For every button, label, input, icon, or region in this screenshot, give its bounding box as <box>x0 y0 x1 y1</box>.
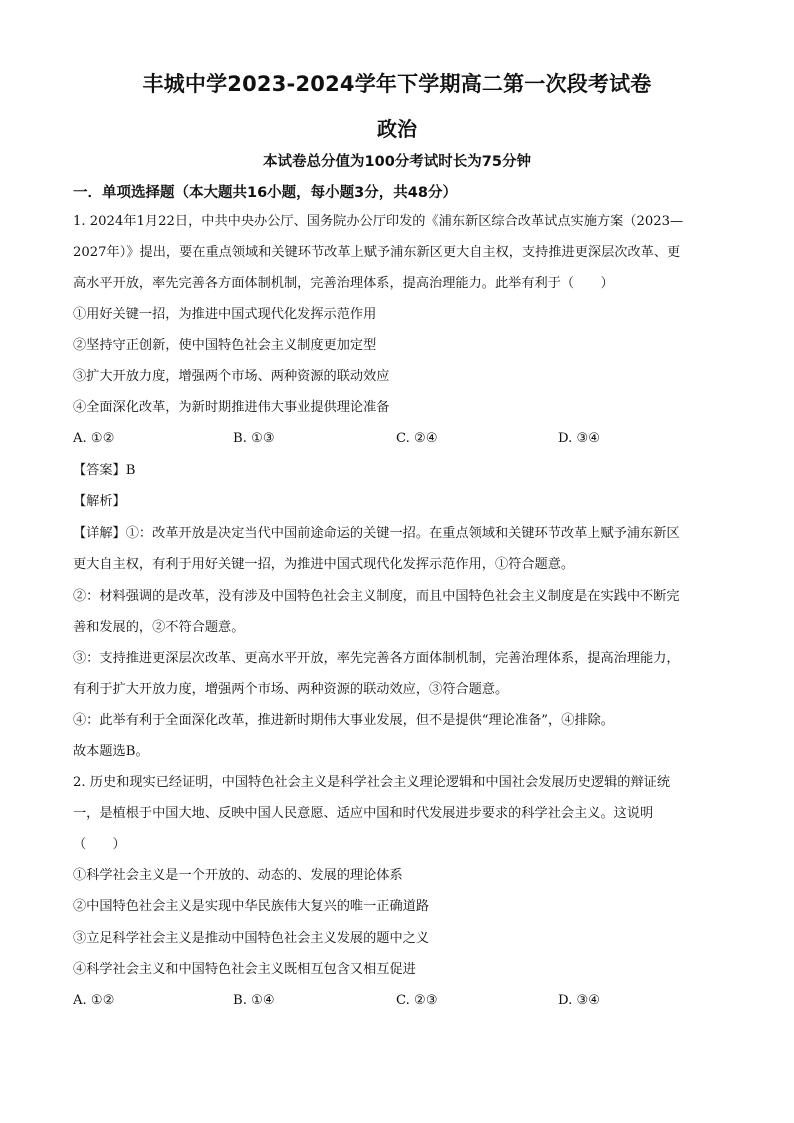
q2-stem-line-2: 一，是植根于中国大地、反映中国人民意愿、适应中国和时代发展进步要求的科学社会主义。这说明 <box>73 806 654 821</box>
q2-stem-line-1: 2. 历史和现实已经证明，中国特色社会主义是科学社会主义理论逻辑和中国社会发展历史逻辑的辩证统 <box>73 775 671 790</box>
q1-answer: 【答案】B <box>73 463 136 478</box>
q1-analysis-line-7: ④：此举有利于全面深化改革，推进新时期伟大事业发展，但不是提供“理论准备”，④排除。 <box>73 713 614 728</box>
q2-option-b: B. ①④ <box>233 993 275 1008</box>
q2-item-3: ③立足科学社会主义是推动中国特色社会主义发展的题中之义 <box>73 931 430 946</box>
q1-analysis-line-6: 有利于扩大开放力度，增强两个市场、两种资源的联动效应，③符合题意。 <box>73 682 509 697</box>
q1-item-4: ④全面深化改革，为新时期推进伟大事业提供理论准备 <box>73 400 390 415</box>
q1-stem-line-3: 高水平开放，率先完善各方面体制机制，完善治理体系，提高治理能力。此举有利于（ ） <box>73 276 614 291</box>
q1-option-d: D. ③④ <box>558 431 601 446</box>
q1-option-c: C. ②④ <box>396 431 438 446</box>
q2-item-1: ①科学社会主义是一个开放的、动态的、发展的理论体系 <box>73 868 403 883</box>
q1-analysis-line-3: ②：材料强调的是改革，没有涉及中国特色社会主义制度，而且中国特色社会主义制度是在实践中不断完 <box>73 589 680 604</box>
q1-item-1: ①用好关键一招，为推进中国式现代化发挥示范作用 <box>73 307 377 322</box>
q1-item-3: ③扩大开放力度，增强两个市场、两种资源的联动效应 <box>73 369 390 384</box>
q2-option-a: A. ①② <box>73 993 115 1008</box>
q1-analysis-line-5: ③：支持推进更深层次改革、更高水平开放，率先完善各方面体制机制，完善治理体系，提高治理能力， <box>73 651 680 666</box>
exam-title: 丰城中学2023-2024学年下学期高二第一次段考试卷 <box>142 72 652 96</box>
subject-title: 政治 <box>377 117 417 141</box>
q1-option-a: A. ①② <box>73 431 115 446</box>
q2-item-4: ④科学社会主义和中国特色社会主义既相互包含又相互促进 <box>73 962 416 977</box>
q1-analysis-line-2: 更大自主权，有利于用好关键一招，为推进中国式现代化发挥示范作用，①符合题意。 <box>73 557 575 572</box>
q2-option-d: D. ③④ <box>558 993 601 1008</box>
q2-stem-line-3: （ ） <box>73 837 126 852</box>
q1-option-b: B. ①③ <box>233 431 275 446</box>
q1-stem-line-2: 2027年）》提出，要在重点领域和关键环节改革上赋予浦东新区更大自主权，支持推进更深层次改革、更 <box>73 245 681 260</box>
q1-analysis-line-8: 故本题选B。 <box>73 744 149 759</box>
q2-item-2: ②中国特色社会主义是实现中华民族伟大复兴的唯一正确道路 <box>73 899 430 914</box>
q1-stem-line-1: 1. 2024年1月22日，中共中央办公厅、国务院办公厅印发的《浦东新区综合改革试点实施方案（2023— <box>73 214 684 229</box>
q1-analysis-line-4: 善和发展的，②不符合题意。 <box>73 620 245 635</box>
q1-item-2: ②坚持守正创新，使中国特色社会主义制度更加定型 <box>73 338 377 353</box>
q1-analysis-line-1: 【详解】①：改革开放是决定当代中国前途命运的关键一招。在重点领域和关键环节改革上赋予浦东新区 <box>73 526 680 541</box>
exam-info: 本试卷总分值为100分考试时长为75分钟 <box>263 154 531 170</box>
q2-option-c: C. ②③ <box>396 993 438 1008</box>
section-heading: 一．单项选择题（本大题共16小题，每小题3分，共48分） <box>73 185 457 201</box>
q1-analysis-label: 【解析】 <box>73 494 126 509</box>
